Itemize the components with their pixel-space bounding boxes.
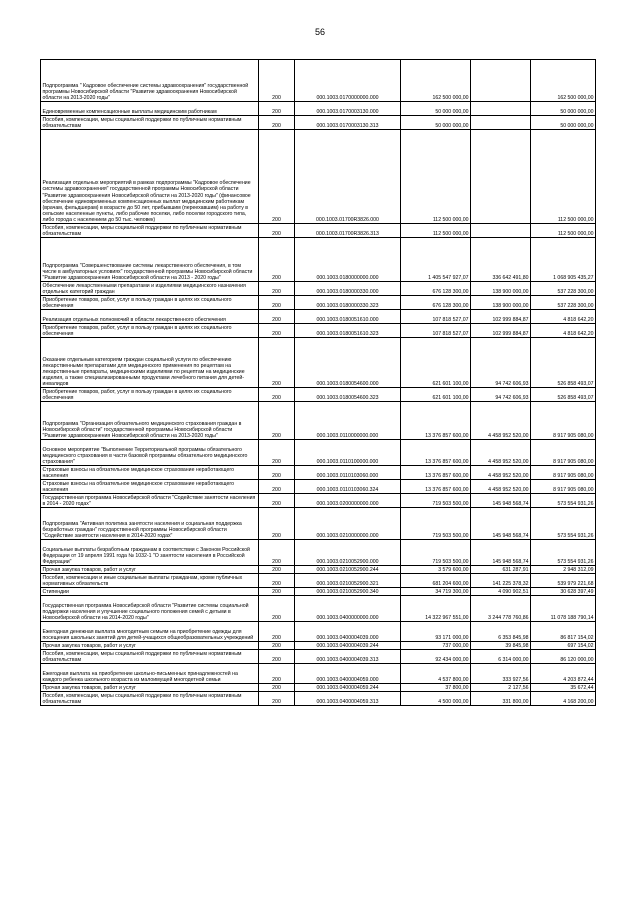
item-name-cell: Ежегодная выплата на приобретение школьно-письменных принадлежностей на каждого ребенка школьного возраста из малоимущей многодетной семьи — [41, 664, 259, 684]
amount-result-cell: 86 120 000,00 — [531, 650, 596, 664]
budget-code-cell: 000.1003.0180051610.000 — [295, 310, 401, 324]
table-row — [41, 296, 596, 310]
amount-total-cell: 92 434 000,00 — [401, 650, 471, 664]
ved-code-cell: 200 — [259, 402, 295, 440]
amount-reduced-cell: 141 225 378,32 — [471, 574, 531, 588]
table-row — [41, 566, 596, 574]
item-name-cell: Единовременные компенсационные выплаты медицинским работникам — [41, 102, 259, 116]
amount-total-cell: 676 128 300,00 — [401, 296, 471, 310]
ved-code-cell: 200 — [259, 466, 295, 480]
item-name-cell: Прочая закупка товаров, работ и услуг — [41, 684, 259, 692]
amount-total-cell: 50 000 000,00 — [401, 116, 471, 130]
amount-result-cell: 573 554 931,26 — [531, 540, 596, 566]
item-name-cell: Пособия, компенсации, меры социальной поддержки по публичным нормативным обязательствам — [41, 224, 259, 238]
table-row — [41, 588, 596, 596]
amount-result-cell: 539 979 221,68 — [531, 574, 596, 588]
amount-result-cell: 4 168 200,00 — [531, 692, 596, 706]
budget-code-cell: 000.1003.0170003130.313 — [295, 116, 401, 130]
table-row — [41, 540, 596, 566]
amount-total-cell: 676 128 300,00 — [401, 282, 471, 296]
amount-reduced-cell: 4 458 952 520,00 — [471, 402, 531, 440]
item-name-cell: Государственная программа Новосибирской области "Развитие системы социальной поддержки населения и улучшение социального положения семей с детьми в Новосибирской области на 2014-2020 годы" — [41, 596, 259, 622]
amount-result-cell: 112 500 000,00 — [531, 224, 596, 238]
amount-result-cell: 697 154,02 — [531, 642, 596, 650]
ved-code-cell: 200 — [259, 296, 295, 310]
amount-reduced-cell: 6 353 845,98 — [471, 622, 531, 642]
ved-code-cell: 200 — [259, 574, 295, 588]
amount-reduced-cell — [471, 130, 531, 224]
amount-result-cell: 8 917 905 080,00 — [531, 466, 596, 480]
amount-reduced-cell: 333 927,56 — [471, 664, 531, 684]
table-row — [41, 642, 596, 650]
ved-code-cell: 200 — [259, 480, 295, 494]
amount-result-cell: 86 817 154,02 — [531, 622, 596, 642]
ved-code-cell: 200 — [259, 310, 295, 324]
item-name-cell: Ежегодная денежная выплата многодетным семьям на приобретение одежды для посещения школьных занятий для детей-учащихся общеобразовательных учреждений — [41, 622, 259, 642]
amount-total-cell: 13 376 857 600,00 — [401, 440, 471, 466]
ved-code-cell: 200 — [259, 130, 295, 224]
amount-total-cell: 13 376 857 600,00 — [401, 480, 471, 494]
amount-reduced-cell: 138 900 000,00 — [471, 296, 531, 310]
page-number: 56 — [314, 27, 325, 37]
ved-code-cell: 200 — [259, 664, 295, 684]
amount-total-cell: 737 000,00 — [401, 642, 471, 650]
amount-reduced-cell: 6 314 000,00 — [471, 650, 531, 664]
table-row — [41, 388, 596, 402]
ved-code-cell: 200 — [259, 508, 295, 540]
item-name-cell: Прочая закупка товаров, работ и услуг — [41, 566, 259, 574]
item-name-cell: Обеспечение лекарственными препаратами и изделиями медицинского назначения отдельных категорий граждан — [41, 282, 259, 296]
amount-reduced-cell: 94 742 606,93 — [471, 388, 531, 402]
amount-reduced-cell: 102 999 884,87 — [471, 324, 531, 338]
budget-code-cell: 000.1003.0400004039.244 — [295, 642, 401, 650]
table-row — [41, 116, 596, 130]
amount-reduced-cell: 336 642 491,80 — [471, 238, 531, 282]
amount-reduced-cell: 4 090 902,51 — [471, 588, 531, 596]
ved-code-cell: 200 — [259, 338, 295, 388]
amount-total-cell: 34 719 300,00 — [401, 588, 471, 596]
amount-total-cell: 112 500 000,00 — [401, 224, 471, 238]
amount-reduced-cell — [471, 60, 531, 102]
budget-code-cell: 000.1003.0180051610.323 — [295, 324, 401, 338]
table-row — [41, 238, 596, 282]
table-row — [41, 574, 596, 588]
ved-code-cell: 200 — [259, 684, 295, 692]
amount-result-cell: 11 078 188 790,14 — [531, 596, 596, 622]
amount-result-cell: 537 228 300,00 — [531, 282, 596, 296]
ved-code-cell: 200 — [259, 596, 295, 622]
amount-total-cell: 719 503 500,00 — [401, 540, 471, 566]
amount-reduced-cell: 4 458 952 520,00 — [471, 440, 531, 466]
table-row — [41, 402, 596, 440]
ved-code-cell: 200 — [259, 692, 295, 706]
amount-total-cell: 1 405 547 927,07 — [401, 238, 471, 282]
item-name-cell: Пособия, компенсации, меры социальной поддержки по публичным нормативным обязательствам — [41, 116, 259, 130]
amount-reduced-cell: 145 948 568,74 — [471, 540, 531, 566]
budget-code-cell: 000.1003.0400004059.000 — [295, 664, 401, 684]
budget-code-cell: 000.1003.0180054600.323 — [295, 388, 401, 402]
budget-code-cell: 000.1003.0180000000.000 — [295, 238, 401, 282]
amount-total-cell: 162 500 000,00 — [401, 60, 471, 102]
item-name-cell: Основное мероприятие "Выполнение Территориальной программы обязательного медицинского страхования в части базовой программы обязательного медицинского страхования" — [41, 440, 259, 466]
amount-reduced-cell — [471, 102, 531, 116]
table-row — [41, 130, 596, 224]
ved-code-cell: 200 — [259, 224, 295, 238]
amount-result-cell: 8 917 905 080,00 — [531, 480, 596, 494]
budget-code-cell: 000.1003.0170000000.000 — [295, 60, 401, 102]
amount-total-cell: 107 818 527,07 — [401, 324, 471, 338]
budget-code-cell: 000.1003.0210052900.244 — [295, 566, 401, 574]
ved-code-cell: 200 — [259, 540, 295, 566]
amount-result-cell: 4 818 642,20 — [531, 324, 596, 338]
table-row — [41, 466, 596, 480]
item-name-cell: Социальные выплаты безработным гражданам в соответствии с Законом Российской Федерации от 19 апреля 1991 года № 1032-1 "О занятости населения в Российской Федерации" — [41, 540, 259, 566]
budget-code-cell: 000.1003.01700R3826.313 — [295, 224, 401, 238]
amount-reduced-cell: 631 287,91 — [471, 566, 531, 574]
amount-reduced-cell: 2 127,56 — [471, 684, 531, 692]
amount-total-cell: 14 322 967 551,00 — [401, 596, 471, 622]
amount-reduced-cell: 94 742 606,93 — [471, 338, 531, 388]
item-name-cell: Подпрограмма "Совершенствование системы лекарственного обеспечения, в том числе в амбулаторных условиях" государственной программы Новосибирской области "Развитие здравоохранения Новосибирской области на 2013 - 2020 годы" — [41, 238, 259, 282]
amount-total-cell: 4 500 000,00 — [401, 692, 471, 706]
ved-code-cell: 200 — [259, 388, 295, 402]
amount-result-cell: 2 948 312,09 — [531, 566, 596, 574]
table-row — [41, 480, 596, 494]
budget-code-cell: 000.1003.0210000000.000 — [295, 508, 401, 540]
ved-code-cell: 200 — [259, 440, 295, 466]
ved-code-cell: 200 — [259, 622, 295, 642]
ved-code-cell: 200 — [259, 116, 295, 130]
table-row — [41, 508, 596, 540]
amount-total-cell: 3 579 600,00 — [401, 566, 471, 574]
amount-result-cell: 526 858 493,07 — [531, 338, 596, 388]
table-row — [41, 596, 596, 622]
budget-code-cell: 000.1003.0110100000.000 — [295, 440, 401, 466]
item-name-cell: Подпрограмма " Кадровое обеспечение системы здравоохранения" государственной программы Новосибирской области "Развитие здравоохранения Новосибирской области на 2013-2020 годы" — [41, 60, 259, 102]
amount-reduced-cell: 145 948 568,74 — [471, 494, 531, 508]
ved-code-cell: 200 — [259, 102, 295, 116]
item-name-cell: Стипендии — [41, 588, 259, 596]
budget-code-cell: 000.1003.0400000000.000 — [295, 596, 401, 622]
amount-result-cell: 537 228 300,00 — [531, 296, 596, 310]
amount-reduced-cell: 331 800,00 — [471, 692, 531, 706]
item-name-cell: Пособия, компенсации, меры социальной поддержки по публичным нормативным обязательствам — [41, 650, 259, 664]
table-row — [41, 650, 596, 664]
budget-code-cell: 000.1003.0180054600.000 — [295, 338, 401, 388]
amount-result-cell: 573 554 931,26 — [531, 494, 596, 508]
item-name-cell: Реализация отдельных мероприятий в рамках подпрограммы "Кадровое обеспечение системы здравоохранения" государственной программы Новосибирской области "Развитие здравоохранения Новосибирской области на 2013-2020 годы" (финансовое обеспечение единовременных компенсационных выплат медицинским работникам (врачам, фельдшерам) в возрасте до 50 лет, прибывшим (переехавшим) на работу в сельские населенные пункты, либо рабочие поселки, либо поселки городского типа, либо города с населением до 50 тыс. человек) — [41, 130, 259, 224]
amount-reduced-cell: 102 999 884,87 — [471, 310, 531, 324]
amount-result-cell: 1 068 905 435,27 — [531, 238, 596, 282]
ved-code-cell: 200 — [259, 588, 295, 596]
table-row — [41, 224, 596, 238]
item-name-cell: Страховые взносы на обязательное медицинское страхование неработающего населения — [41, 466, 259, 480]
table-row — [41, 494, 596, 508]
amount-total-cell: 719 503 500,00 — [401, 508, 471, 540]
table-row — [41, 310, 596, 324]
amount-result-cell: 50 000 000,00 — [531, 102, 596, 116]
amount-result-cell: 35 672,44 — [531, 684, 596, 692]
amount-total-cell: 621 601 100,00 — [401, 388, 471, 402]
amount-reduced-cell: 138 900 000,00 — [471, 282, 531, 296]
item-name-cell: Подпрограмма "Активная политика занятости населения и социальная поддержка безработных граждан" государственной программы Новосибирской области "Содействие занятости населения в 2014-2020 годах" — [41, 508, 259, 540]
budget-code-cell: 000.1003.0210052900.000 — [295, 540, 401, 566]
budget-code-cell: 000.1003.0200000000.000 — [295, 494, 401, 508]
amount-result-cell: 162 500 000,00 — [531, 60, 596, 102]
item-name-cell: Реализация отдельных полномочий в области лекарственного обеспечения — [41, 310, 259, 324]
budget-code-cell: 000.1003.0400004039.313 — [295, 650, 401, 664]
budget-table-body — [41, 60, 596, 706]
amount-result-cell: 50 000 000,00 — [531, 116, 596, 130]
amount-result-cell: 8 917 905 080,00 — [531, 402, 596, 440]
table-row — [41, 324, 596, 338]
item-name-cell: Пособия, компенсации, меры социальной поддержки по публичным нормативным обязательствам — [41, 692, 259, 706]
table-row — [41, 102, 596, 116]
ved-code-cell: 200 — [259, 282, 295, 296]
budget-code-cell: 000.1003.0110103060.000 — [295, 466, 401, 480]
amount-reduced-cell — [471, 224, 531, 238]
amount-result-cell: 30 628 397,49 — [531, 588, 596, 596]
budget-code-cell: 000.1003.0210052900.321 — [295, 574, 401, 588]
item-name-cell: Оказание отдельным категориям граждан социальной услуги по обеспечению лекарственными препаратами для медицинского применения по рецептам на лекарственные препараты, медицинскими изделиями по рецептам на медицинские изделия, а также специализированными продуктами лечебного питания для детей-инвалидов — [41, 338, 259, 388]
amount-total-cell: 107 818 527,07 — [401, 310, 471, 324]
budget-code-cell: 000.1003.0400004059.244 — [295, 684, 401, 692]
amount-reduced-cell: 4 458 952 520,00 — [471, 480, 531, 494]
ved-code-cell: 200 — [259, 324, 295, 338]
item-name-cell: Государственная программа Новосибирской области "Содействие занятости населения в 2014 - 2020 годах" — [41, 494, 259, 508]
budget-code-cell: 000.1003.0170003130.000 — [295, 102, 401, 116]
budget-code-cell: 000.1003.0400004039.000 — [295, 622, 401, 642]
table-row — [41, 338, 596, 388]
table-row — [41, 684, 596, 692]
table-row — [41, 440, 596, 466]
amount-total-cell: 13 376 857 600,00 — [401, 402, 471, 440]
amount-total-cell: 719 503 500,00 — [401, 494, 471, 508]
item-name-cell: Прочая закупка товаров, работ и услуг — [41, 642, 259, 650]
amount-result-cell: 4 203 872,44 — [531, 664, 596, 684]
table-row — [41, 282, 596, 296]
item-name-cell: Пособия, компенсации и иные социальные выплаты гражданам, кроме публичных нормативных обязательств — [41, 574, 259, 588]
budget-code-cell: 000.1003.0110000000.000 — [295, 402, 401, 440]
amount-total-cell: 13 376 857 600,00 — [401, 466, 471, 480]
amount-result-cell: 573 554 931,26 — [531, 508, 596, 540]
table-row — [41, 692, 596, 706]
budget-code-cell: 000.1003.0400004059.313 — [295, 692, 401, 706]
item-name-cell: Приобретение товаров, работ, услуг в пользу граждан в целях их социального обеспечения — [41, 324, 259, 338]
amount-total-cell: 681 204 600,00 — [401, 574, 471, 588]
amount-reduced-cell: 4 458 952 520,00 — [471, 466, 531, 480]
amount-total-cell: 50 000 000,00 — [401, 102, 471, 116]
ved-code-cell: 200 — [259, 60, 295, 102]
ved-code-cell: 200 — [259, 566, 295, 574]
amount-reduced-cell: 145 948 568,74 — [471, 508, 531, 540]
amount-reduced-cell — [471, 116, 531, 130]
amount-result-cell: 112 500 000,00 — [531, 130, 596, 224]
amount-total-cell: 4 537 800,00 — [401, 664, 471, 684]
budget-code-cell: 000.1003.0210052900.340 — [295, 588, 401, 596]
amount-total-cell: 93 171 000,00 — [401, 622, 471, 642]
budget-code-cell: 000.1003.0180000330.323 — [295, 296, 401, 310]
amount-reduced-cell: 39 845,98 — [471, 642, 531, 650]
budget-code-cell: 000.1003.0110103060.324 — [295, 480, 401, 494]
amount-total-cell: 621 601 100,00 — [401, 338, 471, 388]
ved-code-cell: 200 — [259, 650, 295, 664]
table-row — [41, 664, 596, 684]
amount-result-cell: 8 917 905 080,00 — [531, 440, 596, 466]
amount-result-cell: 4 818 642,20 — [531, 310, 596, 324]
item-name-cell: Приобретение товаров, работ, услуг в пользу граждан в целях их социального обеспечения — [41, 296, 259, 310]
budget-table — [40, 59, 596, 706]
amount-result-cell: 526 858 493,07 — [531, 388, 596, 402]
item-name-cell: Приобретение товаров, работ, услуг в пользу граждан в целях их социального обеспечения — [41, 388, 259, 402]
ved-code-cell: 200 — [259, 494, 295, 508]
amount-total-cell: 112 500 000,00 — [401, 130, 471, 224]
ved-code-cell: 200 — [259, 238, 295, 282]
budget-code-cell: 000.1003.01700R3826.000 — [295, 130, 401, 224]
amount-reduced-cell: 3 244 778 760,86 — [471, 596, 531, 622]
item-name-cell: Подпрограмма "Организация обязательного медицинского страхования граждан в Новосибирской области" государственной программы Новосибирской области "Развитие здравоохранения Новосибирской области на 2013-2020 годы" — [41, 402, 259, 440]
table-row — [41, 60, 596, 102]
item-name-cell: Страховые взносы на обязательное медицинское страхование неработающего населения — [41, 480, 259, 494]
amount-total-cell: 37 800,00 — [401, 684, 471, 692]
table-row — [41, 622, 596, 642]
budget-code-cell: 000.1003.0180000330.000 — [295, 282, 401, 296]
ved-code-cell: 200 — [259, 642, 295, 650]
